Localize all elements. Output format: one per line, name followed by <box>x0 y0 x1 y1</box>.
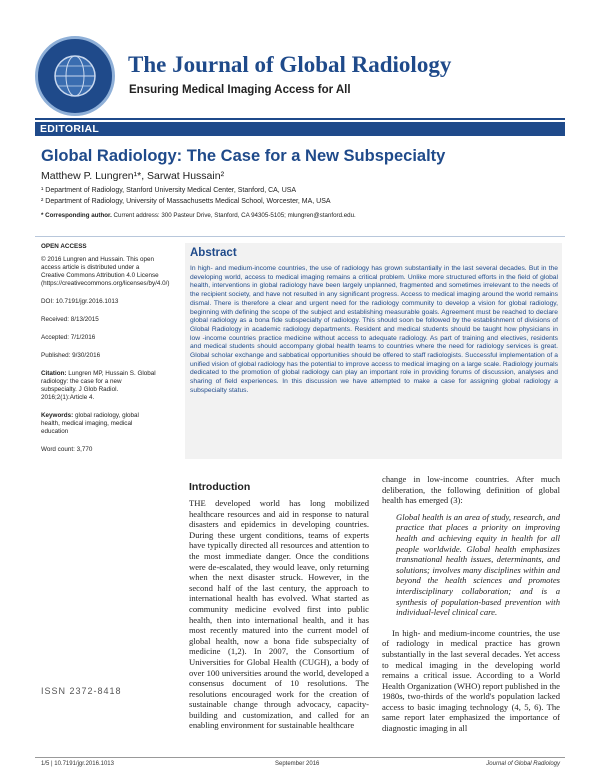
published-date: Published: 9/30/2016 <box>41 352 101 359</box>
footer-divider <box>35 757 565 758</box>
article-title: Global Radiology: The Case for a New Subspecialty <box>41 147 446 165</box>
citation-text: Lungren MP, Hussain S. Global radiology: the case for a new subspecialty. J Glob Radiol. 2016;2(1):Article 4. <box>41 370 156 401</box>
article-info-sidebar <box>41 243 170 464</box>
introduction-heading: Introduction <box>189 481 251 493</box>
globe-icon <box>38 39 115 116</box>
open-access-label: OPEN ACCESS <box>41 243 87 250</box>
journal-logo <box>35 36 115 116</box>
affiliation-2: ² Department of Radiology, University of Massachusetts Medical School, Worcester, MA, USA <box>41 198 331 205</box>
footer-page-doi: 1/5 | 10.7191/jgr.2016.1013 <box>41 761 114 767</box>
section-label: EDITORIAL <box>40 123 100 135</box>
citation-label: Citation: <box>41 370 67 377</box>
global-health-definition-quote: Global health is an area of study, research, and practice that places a priority on improving health and achieving equity in health for all people worldwide. Global health emphasizes transnational health issues, determinants, and solutions; involves many disciplines within and beyond the health sciences and promotes interdisciplinary collaboration; and is a synthesis of population-based prevention with individual-level clinical care. <box>396 511 560 618</box>
journal-tagline: Ensuring Medical Imaging Access for All <box>129 84 351 96</box>
footer-journal: Journal of Global Radiology <box>486 761 560 767</box>
corresponding-author <box>41 212 356 219</box>
affiliation-1: ¹ Department of Radiology, Stanford University Medical Center, Stanford, CA, USA <box>41 187 297 194</box>
abstract-heading: Abstract <box>190 247 237 259</box>
column-2-paragraph: In high- and medium-income countries, the use of radiology in medical practice has grown substantially in the last several decades. Yet access to medical imaging in the developing world remains a critical issue. According to a World Health Organization (WHO) report published in the 1980s, two-thirds of the world's population lacked access to basic imaging technology (4, 5, 6). The same report later emphasized the importance of diagnostic imaging in all <box>382 627 560 734</box>
introduction-column-2 <box>382 474 560 734</box>
header-divider <box>35 118 565 120</box>
journal-title: The Journal of Global Radiology <box>128 52 452 77</box>
accepted-date: Accepted: 7/1/2016 <box>41 334 96 341</box>
section-bar <box>35 122 565 136</box>
keywords-text: global radiology, global health, medical imaging, medical education <box>41 412 139 435</box>
word-count: Word count: 3,770 <box>41 446 93 453</box>
title-divider <box>35 236 565 237</box>
keywords-label: Keywords: <box>41 412 74 419</box>
column-2-lead: change in low-income countries. After much deliberation, the following definition of global health has emerged (3): <box>382 474 560 506</box>
corresponding-label: * Corresponding author. <box>41 212 112 219</box>
keywords <box>41 412 159 436</box>
citation <box>41 370 159 402</box>
footer-date: September 2016 <box>275 761 320 767</box>
abstract-text: In high- and medium-income countries, the use of radiology has grown substantially in the last several decades. But in the developing world, access to medical imaging remains a critical problem. Unlike more structured efforts in the field of global health, interventions in global radiology have been largely unplanned, fragmented and sometimes irrelevant to the needs of the recipient society, and have not resulted in any significant progress. Access to medical imaging around the world remains dismal. There is therefore a clear and urgent need for the radiology community to develop a vision for global radiology, beginning with defining the scope of the subject and establishing measurable goals. Agreement must be reached to declare global radiology as a bona fide subspecialty of radiology. This should soon be followed by the establishment of divisions of Global Radiology in academic radiology departments. Resident and medical students should be taught how physicians in low -income countries practice medicine without access to adequate radiology. As part of training and electives, residents and medical students should accompany global health teams to countries where the need for radiology services is great. Global scholar exchange and sabbatical opportunities should be offered to staff radiologists. Successful implementation of a unified vision of global radiology has the potential to improve access to medical imaging on a large scale. Radiology journals dedicated to the promotion of global radiology can play an important role in providing forums of discussion, analyses and sharing of field experiences. In this discussion we have attempted to make a case for assigning global radiology a subspecialty status. <box>190 265 558 394</box>
introduction-column-1: THE developed world has long mobilized healthcare resources and aid in response to natural disasters and epidemics in developing countries. During these urgent conditions, teams of experts have typically directed all resources and attention to the most immediate danger. Once the conditions were de-escalated, they would leave, only returning when the next disaster struck. However, in the second half of the last century, the approach to international health has evolved. What started as community medicine evolved first into public health, then into international health, and it has most recently matured into the current model of global health, now a bona fide subspecialty of medicine (1,2). In 2007, the Consortium of Universities for Global Health (CUGH), a body of over 100 universities around the world, developed a consensus document of 10 resolutions. The resolutions encouraged work for the creation of sustainable change through advocacy, capacity-building and customization, and called for an enabling environment for sustainable healthcare <box>189 498 369 731</box>
license-text: © 2016 Lungren and Hussain. This open access article is distributed under a Creative Commons Attribution 4.0 License (https://creativecommons.org/licenses/by/4.0/) <box>41 256 170 287</box>
issn: ISSN 2372-8418 <box>41 686 122 696</box>
received-date: Received: 8/13/2015 <box>41 316 99 323</box>
article-authors: Matthew P. Lungren¹*, Sarwat Hussain² <box>41 170 225 182</box>
doi: DOI: 10.7191/jgr.2016.1013 <box>41 298 119 305</box>
corresponding-text: Current address: 300 Pasteur Drive, Stanford, CA 94305-5105; mlungren@stanford.edu. <box>111 212 356 219</box>
